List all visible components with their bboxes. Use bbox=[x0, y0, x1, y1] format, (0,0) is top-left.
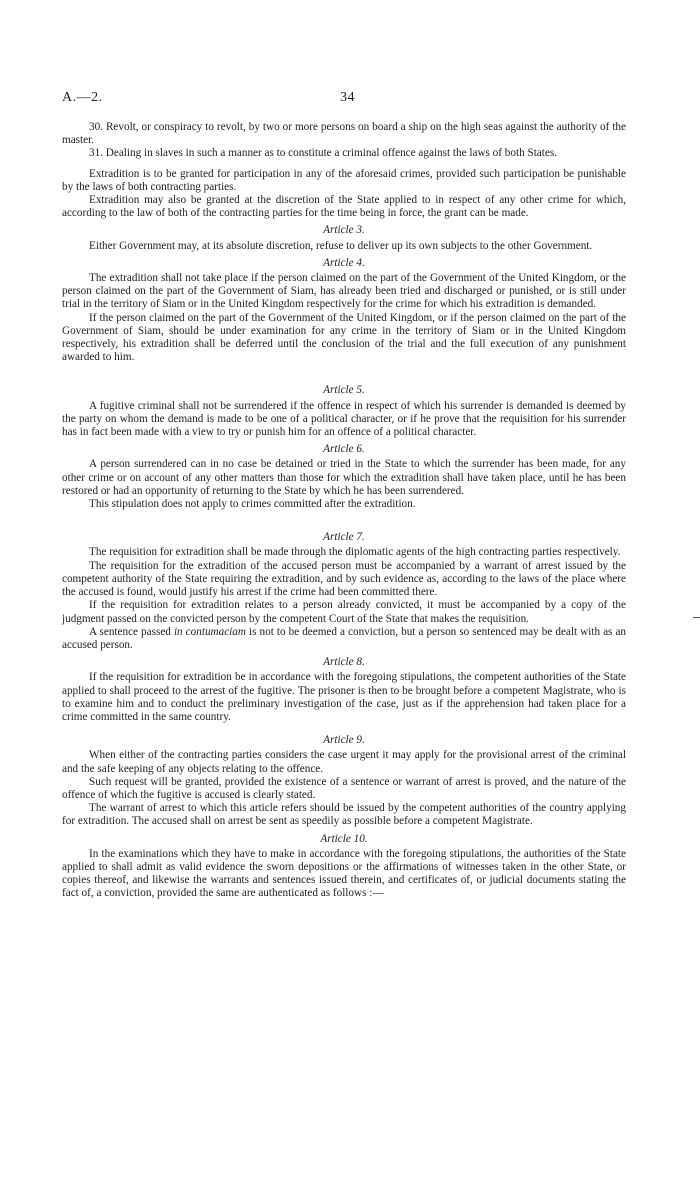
article-7-paragraph-3: If the requisition for extradition relates to a person already convicted, it must be accompanied by a copy of the judgment passed on the convicted person by the competent Court of the State that makes the requisition. bbox=[62, 599, 626, 625]
article-9-paragraph-3: The warrant of arrest to which this article refers should be issued by the competent authorities of the country applying for extradition. The accused shall on arrest be sent as speedily as possible before a competent Magistrate. bbox=[62, 802, 626, 828]
article-9-paragraph-1: When either of the contracting parties considers the case urgent it may apply for the provisional arrest of the criminal and the safe keeping of any objects relating to the offence. bbox=[62, 749, 626, 775]
page-number: 34 bbox=[340, 90, 355, 105]
article-6-heading: Article 6. bbox=[323, 443, 365, 456]
margin-mark bbox=[693, 617, 700, 618]
article-8-heading: Article 8. bbox=[323, 656, 365, 669]
article-6-paragraph-1: A person surrendered can in no case be detained or tried in the State to which the surrender has been made, for any other crime or on account of any other matters than those for which the extradition shall have taken place, until he has been restored or had an opportunity of returning to the State by which he has been surrendered. bbox=[62, 458, 626, 497]
paragraph-extradition-discretion: Extradition may also be granted at the discretion of the State applied to in respect of any other crime for which, according to the law of both of the contracting parties for the time being in force, the grant can be made. bbox=[62, 194, 626, 220]
article-4-paragraph-1: The extradition shall not take place if the person claimed on the part of the Government of the United Kingdom, or the person claimed on the part of the Government of Siam, has already been tried and discharged or punished, or is still under trial in the territory of Siam or in the United Kingdom respectively for the crime for which his extradition is demanded. bbox=[62, 272, 626, 311]
document-reference: A.—2. bbox=[62, 90, 103, 105]
document-body bbox=[62, 121, 626, 901]
article-8-paragraph-1: If the requisition for extradition be in accordance with the foregoing stipulations, the competent authorities of the State applied to shall proceed to the arrest of the fugitive. The prisoner is then to be brought before a competent Magistrate, who is to examine him and to conduct the preliminary investigation of the case, just as if the apprehension had taken place for a crime committed in the same country. bbox=[62, 671, 626, 723]
paragraph-item-31: 31. Dealing in slaves in such a manner as to constitute a criminal offence against the laws of both States. bbox=[89, 147, 557, 160]
paragraph-extradition-participation: Extradition is to be granted for participation in any of the aforesaid crimes, provided such participation be punishable by the laws of both contracting parties. bbox=[62, 167, 626, 193]
article-4-heading: Article 4. bbox=[323, 256, 365, 269]
article-7-heading: Article 7. bbox=[323, 531, 365, 544]
article-4-paragraph-2: If the person claimed on the part of the Government of the United Kingdom, or if the person claimed on the part of the Government of Siam, should be under examination for any crime in the territory of Siam or in the United Kingdom respectively, his extradition shall be deferred until the conclusion of the trial and the full execution of any punishment awarded to him. bbox=[62, 311, 626, 364]
article-3-heading: Article 3. bbox=[323, 224, 365, 237]
latin-term: in contumaciam bbox=[173, 625, 246, 638]
article-5-heading: Article 5. bbox=[323, 384, 365, 397]
article-7-paragraph-4 bbox=[62, 626, 626, 652]
article-9-heading: Article 9. bbox=[323, 734, 365, 747]
paragraph-item-30: 30. Revolt, or conspiracy to revolt, by two or more persons on board a ship on the high seas against the authority of the master. bbox=[62, 121, 626, 147]
article-7-paragraph-4-rest: is not to be deemed a conviction, but a person so sentenced may be dealt with as an accused person. bbox=[62, 625, 626, 651]
article-10-heading: Article 10. bbox=[320, 832, 368, 845]
article-3-paragraph-1: Either Government may, at its absolute discretion, refuse to deliver up its own subjects to the other Government. bbox=[89, 239, 593, 252]
article-7-paragraph-2: The requisition for the extradition of the accused person must be accompanied by a warrant of arrest issued by the competent authority of the State requiring the extradition, and by such evidence as, according to the laws of the place where the accused is found, would justify his arrest if the crime had been committed there. bbox=[62, 559, 626, 599]
article-7-paragraph-4-lead: A sentence passed bbox=[89, 625, 174, 638]
article-10-paragraph-1: In the examinations which they have to make in accordance with the foregoing stipulations, the authorities of the State applied to shall admit as valid evidence the sworn depositions or the affirmations of witnesses taken in the other State, or copies thereof, and likewise the warrants and sentences issued therein, and certificates of, or judicial documents stating the fact of, a conviction, provided the same are authenticated as follows :— bbox=[62, 847, 626, 900]
page-header bbox=[62, 90, 642, 110]
article-6-paragraph-2: This stipulation does not apply to crimes committed after the extradition. bbox=[89, 498, 416, 511]
article-7-paragraph-1: The requisition for extradition shall be made through the diplomatic agents of the high contracting parties respectively. bbox=[89, 546, 621, 559]
article-9-paragraph-2: Such request will be granted, provided the existence of a sentence or warrant of arrest is proved, and the nature of the offence of which the fugitive is accused is clearly stated. bbox=[62, 775, 626, 801]
article-5-paragraph-1: A fugitive criminal shall not be surrendered if the offence in respect of which his surrender is demanded is deemed by the party on whom the demand is made to be one of a political character, or if he prove that the requisition for his surrender has in fact been made with a view to try or punish him for an offence of a political character. bbox=[62, 399, 626, 439]
